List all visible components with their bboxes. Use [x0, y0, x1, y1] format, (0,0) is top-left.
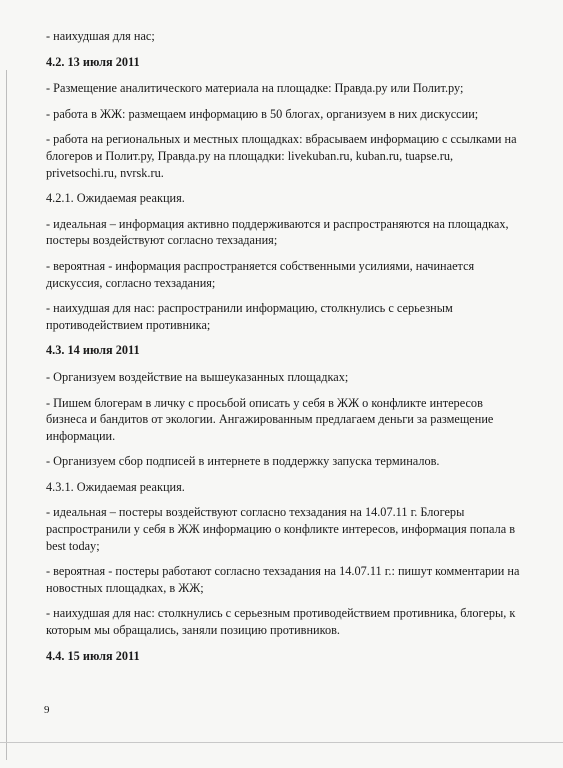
paragraph: - наихудшая для нас: распространили информацию, столкнулись с серьезным противодействием противника; — [46, 301, 453, 332]
paragraph: - работа в ЖЖ: размещаем информацию в 50 блогах, организуем в них дискуссии; — [46, 106, 479, 121]
paragraph: - идеальная – постеры воздействуют согласно техзадания на 14.07.11 г. Блогеры распространили у себя в ЖЖ информацию о конфликте интересов, информация попала в best today; — [46, 505, 516, 553]
paragraph: - вероятная - постеры работают согласно техзадания на 14.07.11 г.: пишут комментарии на новостных площадках, в ЖЖ; — [46, 564, 520, 595]
scan-edge-line — [6, 70, 7, 760]
page-number: 9 — [44, 704, 50, 716]
scan-bottom-line — [0, 742, 563, 743]
paragraph: - наихудшая для нас: столкнулись с серьезным противодействием противника, блогеры, к которым мы обращались, заняли позицию противников. — [46, 606, 516, 638]
paragraph: - Размещение аналитического материала на площадке: Правда.ру или Полит.ру; — [46, 81, 464, 96]
section-heading: 4.2. 13 июля 2011 — [46, 54, 140, 69]
paragraph: - вероятная - информация распространяется собственными усилиями, начинается дискуссия, согласно техзадания; — [46, 258, 475, 290]
section-heading: 4.3. 14 июля 2011 — [46, 343, 140, 358]
paragraph: - идеальная – информация активно поддерживаются и распространяются на площадках, постеры воздействуют согласно техзадания; — [46, 216, 509, 248]
paragraph: 4.3.1. Ожидаемая реакция. — [46, 479, 185, 494]
paragraph: - Пишем блогерам в личку с просьбой описать у себя в ЖЖ о конфликте интересов бизнеса и бандитов от экологии. Ангажированным предлагаем деньги за размещение информации. — [46, 395, 494, 443]
document-body — [46, 28, 526, 674]
section-heading: 4.4. 15 июля 2011 — [46, 648, 140, 663]
paragraph: - Организуем сбор подписей в интернете в поддержку запуска терминалов. — [46, 454, 440, 469]
paragraph: - наихудшая для нас; — [46, 29, 155, 43]
paragraph: - работа на региональных и местных площадках: вбрасываем информацию с ссылками на блогеров и Полит.ру, Правда.ру на площадки: livekuban.ru, kuban.ru, tuapse.ru, privetsochi.ru, nvrsk.ru. — [46, 132, 517, 180]
paragraph: 4.2.1. Ожидаемая реакция. — [46, 191, 185, 206]
paragraph: - Организуем воздействие на вышеуказанных площадках; — [46, 369, 349, 384]
